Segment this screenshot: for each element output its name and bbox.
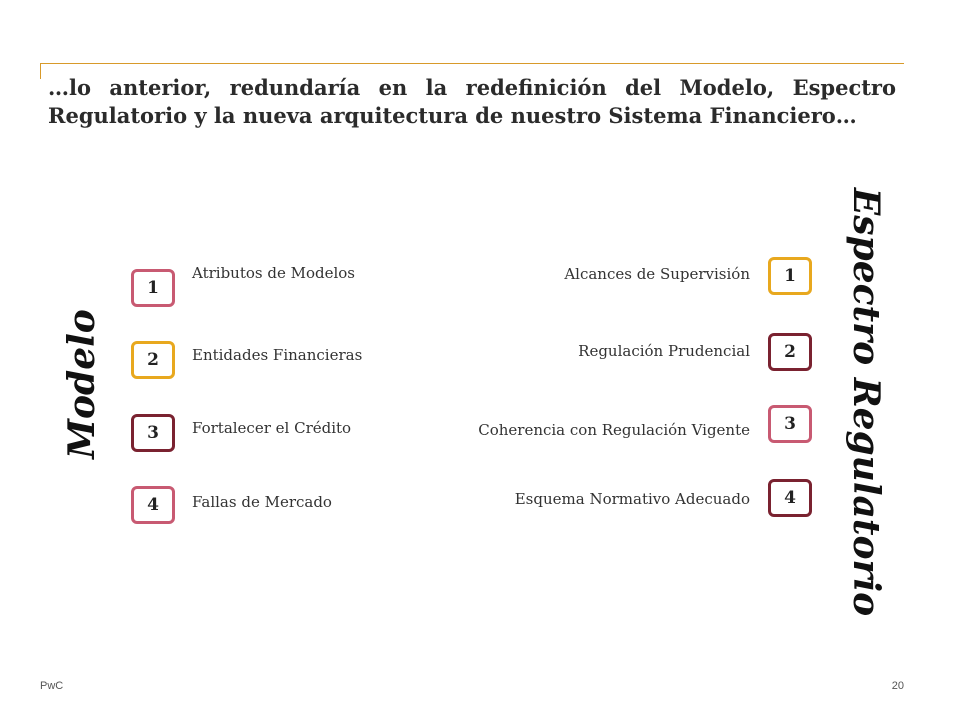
espectro-item-label-2: Regulación Prudencial: [578, 342, 750, 360]
espectro-item-label-4: Esquema Normativo Adecuado: [514, 490, 750, 508]
modelo-item-label-1: Atributos de Modelos: [192, 264, 355, 282]
modelo-item-label-2: Entidades Financieras: [192, 346, 363, 364]
espectro-item-label-1: Alcances de Supervisión: [564, 265, 750, 283]
top-divider-tick: [40, 63, 41, 79]
modelo-number-box-4: 4: [131, 486, 175, 524]
espectro-number-box-3: 3: [768, 405, 812, 443]
espectro-number-box-1: 1: [768, 257, 812, 295]
modelo-number-box-3: 3: [131, 414, 175, 452]
espectro-number-box-2: 2: [768, 333, 812, 371]
modelo-number-box-1: 1: [131, 269, 175, 307]
espectro-number-box-4: 4: [768, 479, 812, 517]
top-divider: [40, 63, 904, 64]
modelo-item-label-3: Fortalecer el Crédito: [192, 419, 352, 437]
slide-headline: …lo anterior, redundaría en la redefinición del Modelo, Espectro Regulatorio y la nueva arquitectura de nuestro Sistema Financiero…: [48, 75, 896, 128]
modelo-item-label-4: Fallas de Mercado: [192, 493, 332, 511]
modelo-number-box-2: 2: [131, 341, 175, 379]
espectro-item-label-3: Coherencia con Regulación Vigente: [478, 421, 750, 439]
modelo-title: Modelo: [61, 309, 103, 459]
espectro-regulatorio-title: Espectro Regulatorio: [845, 187, 887, 617]
footer-brand: PwC: [40, 680, 64, 692]
footer-page-number: 20: [891, 680, 904, 692]
